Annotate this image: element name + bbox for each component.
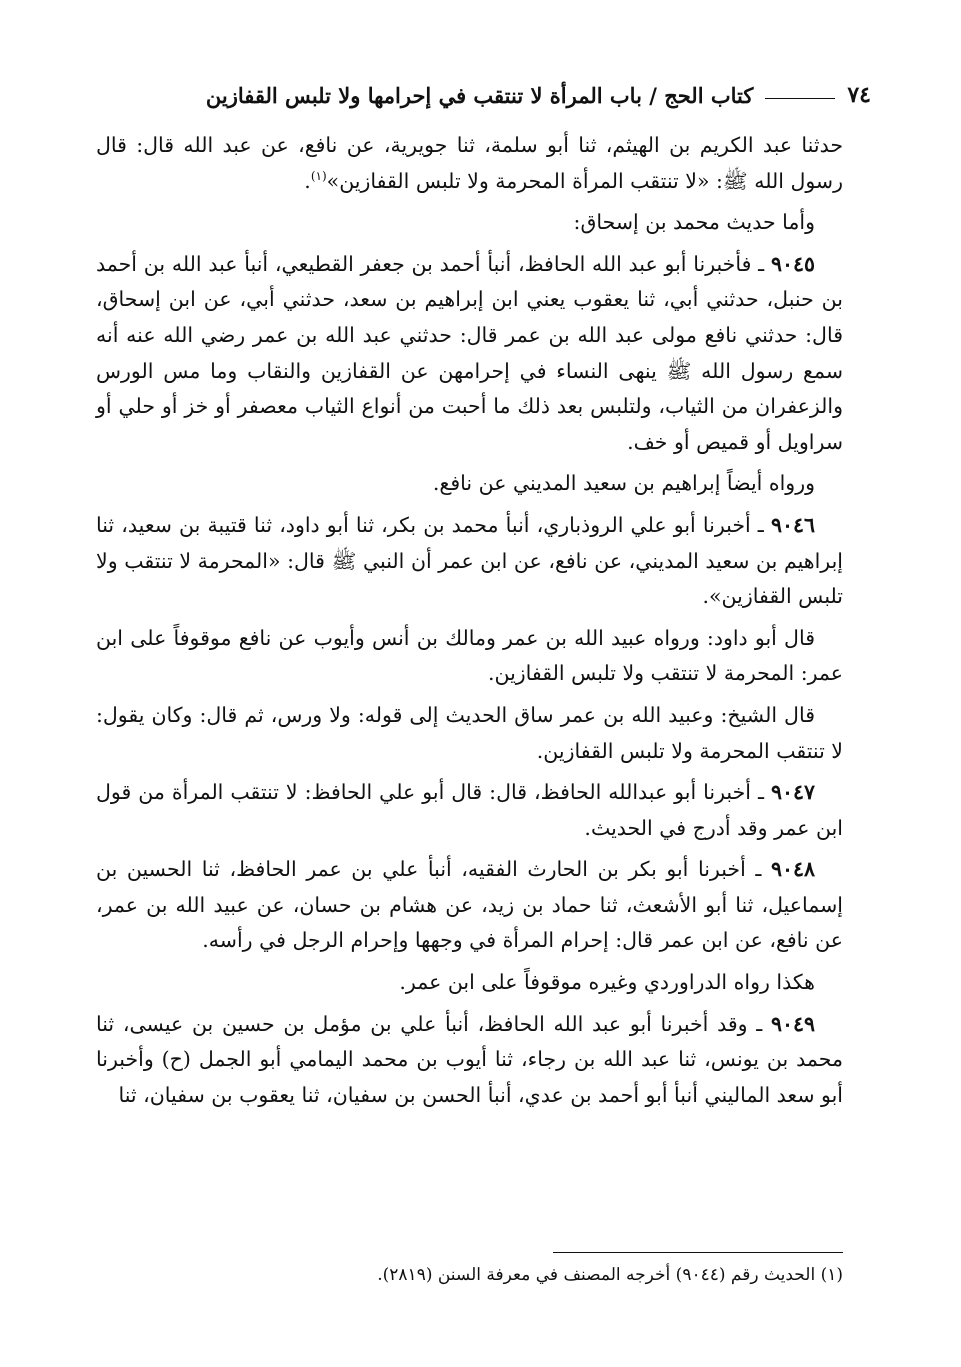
paragraph-text: ـ فأخبرنا أبو عبد الله الحافظ، أنبأ أحمد بن جعفر القطيعي، أنبأ عبد الله بن أحمد بن حنبل، حدثني أبي، ثنا يعقوب يعني ابن إبراهيم بن سعد، حدثني أبي، عن ابن إسحاق، قال: حدثني نافع مولى عبد الله بن عمر قال: حدثني عبد الله بن عمر رضي الله عنه أنه سمع رسول الله ﷺ ينهى النساء في إحرامهن عن القفازين والنقاب وما مس الورس والزعفران من الثياب، ولتلبس بعد ذلك ما أحبت من أنواع الثياب معصفر أو خز أو حلي أو سراويل أو قميص أو خف. bbox=[96, 251, 843, 454]
hadith-number: ٩٠٤٩ bbox=[770, 1011, 815, 1036]
paragraph-tail: . bbox=[304, 168, 311, 193]
paragraph-4 bbox=[96, 466, 843, 502]
paragraph-text: ـ أخبرنا أبو علي الروذباري، أنبأ محمد بن بكر، ثنا أبو داود، ثنا قتيبة بن سعيد، ثنا إبراهيم بن سعيد المديني، عن نافع، عن ابن عمر أن النبي ﷺ قال: «المحرمة لا تنتقب ولا تلبس القفازين». bbox=[96, 512, 843, 609]
paragraph-text: وأما حديث محمد بن إسحاق: bbox=[573, 210, 815, 235]
paragraph-6 bbox=[96, 621, 843, 692]
paragraph-1 bbox=[96, 128, 843, 199]
page-header bbox=[98, 78, 871, 112]
hadith-number: ٩٠٤٦ bbox=[770, 512, 815, 537]
paragraph-2 bbox=[96, 205, 843, 241]
paragraph-text: ـ أخبرنا أبو عبدالله الحافظ، قال: قال أبو علي الحافظ: لا تنتقب المرأة من قول ابن عمر وقد أدرج في الحديث. bbox=[96, 780, 843, 840]
header-rule bbox=[765, 98, 835, 99]
paragraph-10 bbox=[96, 965, 843, 1001]
footnote: (١) الحديث رقم (٩٠٤٤) أخرجه المصنف في معرفة السنن (٢٨١٩). bbox=[377, 1265, 843, 1285]
hadith-9047 bbox=[96, 775, 843, 846]
page-body bbox=[96, 128, 843, 1119]
footnote-marker: (١) bbox=[310, 168, 327, 183]
hadith-number: ٩٠٤٨ bbox=[770, 857, 815, 882]
paragraph-text: قال الشيخ: وعبيد الله بن عمر ساق الحديث إلى قوله: ولا ورس، ثم قال: وكان يقول: لا تنتقب المحرمة ولا تلبس القفازين. bbox=[96, 702, 843, 763]
paragraph-text: ـ أخبرنا أبو بكر بن الحارث الفقيه، أنبأ علي بن عمر الحافظ، ثنا الحسين بن إسماعيل، ثنا أبو الأشعث، ثنا حماد بن زيد، عن هشام بن حسان، عن عبيد الله بن عمر، عن نافع، عن ابن عمر قال: إحرام المرأة في وجهها وإحرام الرجل في رأسه. bbox=[96, 857, 843, 953]
hadith-number: ٩٠٤٧ bbox=[770, 780, 815, 805]
hadith-9045 bbox=[96, 247, 843, 461]
paragraph-text: هكذا رواه الدراوردي وغيره موقوفاً على ابن عمر. bbox=[399, 970, 815, 995]
paragraph-text: حدثنا عبد الكريم بن الهيثم، ثنا أبو سلمة، ثنا جويرية، عن نافع، عن عبد الله قال: قال رسول الله ﷺ: «لا تنتقب المرأة المحرمة ولا تلبس القفازين» bbox=[96, 133, 843, 193]
paragraph-text: قال أبو داود: ورواه عبيد الله بن عمر ومالك بن أنس وأيوب عن نافع موقوفاً على ابن عمر: المحرمة لا تنتقب ولا تلبس القفازين. bbox=[96, 625, 843, 686]
hadith-number: ٩٠٤٥ bbox=[770, 251, 815, 276]
hadith-9048 bbox=[96, 852, 843, 959]
hadith-9049 bbox=[96, 1007, 843, 1114]
paragraph-text: ورواه أيضاً إبراهيم بن سعيد المديني عن نافع. bbox=[432, 471, 815, 496]
page-number: ٧٤ bbox=[847, 82, 871, 108]
running-title: كتاب الحج / باب المرأة لا تنتقب في إحرامها ولا تلبس القفازين bbox=[205, 82, 754, 108]
paragraph-7 bbox=[96, 698, 843, 769]
hadith-9046 bbox=[96, 508, 843, 615]
footnote-rule bbox=[553, 1252, 843, 1253]
paragraph-text: ـ وقد أخبرنا أبو عبد الله الحافظ، أنبأ علي بن مؤمل بن حسين بن عيسى، ثنا محمد بن يونس، ثنا عبد الله بن رجاء، ثنا أيوب بن محمد اليمامي أبو الجمل (ح) وأخبرنا أبو سعد الماليني أنبأ أبو أحمد بن عدي، أنبأ الحسن بن سفيان، ثنا يعقوب بن سفيان، ثنا bbox=[96, 1011, 843, 1107]
